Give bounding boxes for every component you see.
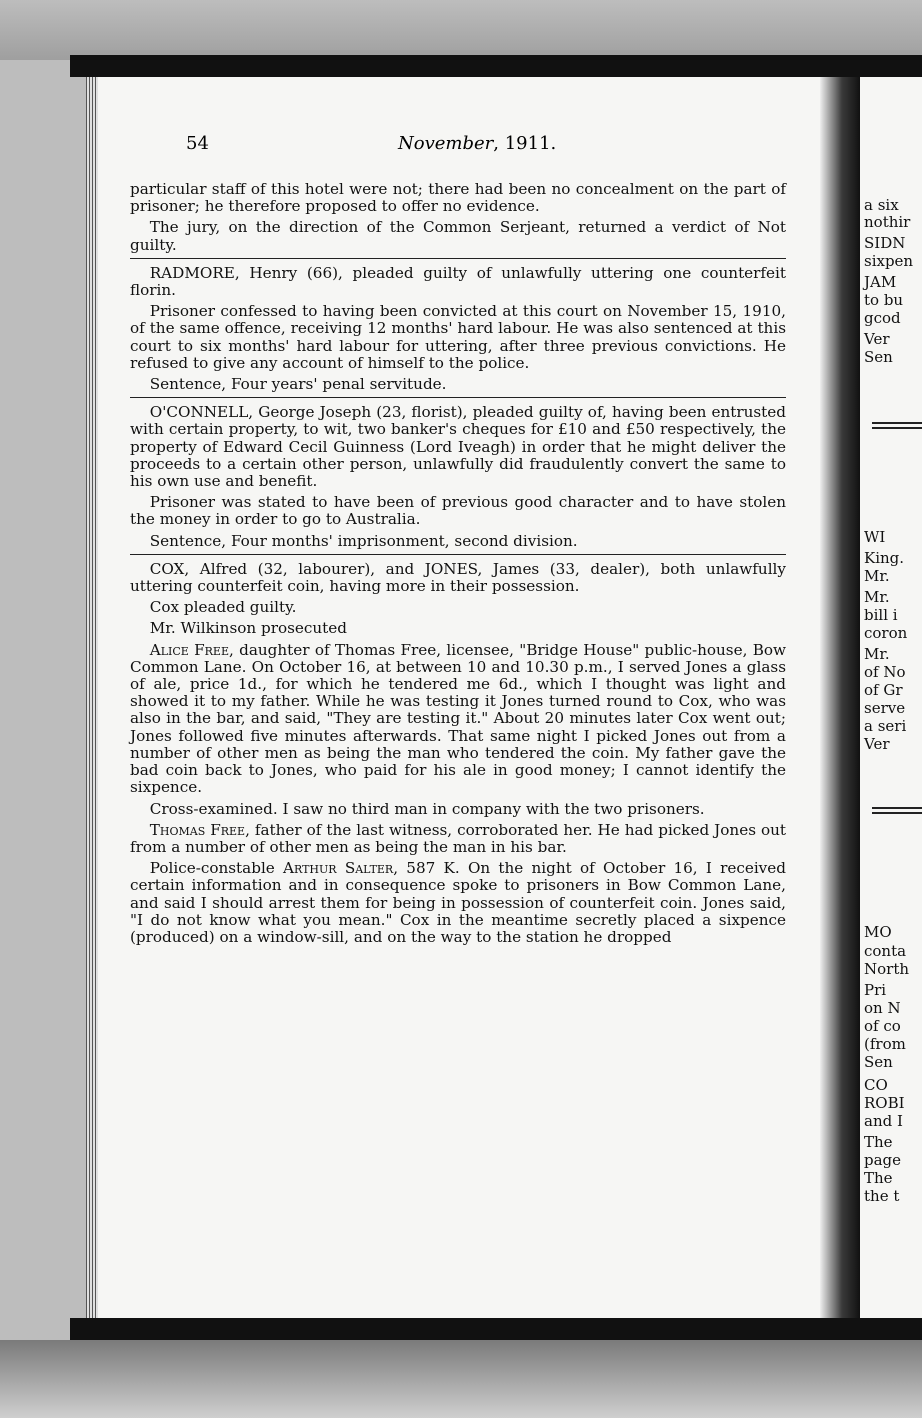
- right-page-line: CO: [864, 1076, 888, 1094]
- right-page-line: King.: [864, 549, 905, 567]
- paragraph: [130, 801, 786, 818]
- right-page-rule: [872, 427, 922, 429]
- paragraph-text: Mr. Wilkinson prosecuted: [149, 619, 348, 638]
- paragraph-text: Sentence, Four months' imprisonment, second division.: [149, 531, 578, 550]
- witness-name: Alice Free: [149, 640, 229, 659]
- right-page-line: nothir: [864, 213, 911, 231]
- heading-month: November: [398, 133, 494, 154]
- right-page-line: Sen: [864, 348, 893, 366]
- right-page-line: Ver: [864, 330, 890, 348]
- right-page-rule: [872, 807, 922, 809]
- right-page-line: the t: [864, 1187, 900, 1205]
- book-binding: [0, 60, 100, 1350]
- paragraph-text: , 587 K. On the night of October 16, I received certain information and in consequence spoke to prisoners in Bow Common Lane, and said I should arrest them for being in possession of counterfeit coin. Jones said, "I do not know what you mean." Cox in the meantime secretly placed a sixpence (produced) on a window-sill, and on the way to the station he dropped: [130, 859, 786, 946]
- right-page-line: MO: [864, 923, 892, 941]
- paragraph-text: particular staff of this hotel were not; there had been no concealment on the part of prisoner; he therefore proposed to offer no evidence.: [130, 180, 786, 216]
- paragraph: [130, 265, 786, 299]
- right-page-line: gcod: [864, 309, 901, 327]
- right-page-line: bill i: [864, 606, 898, 624]
- right-page-line: of Gr: [864, 681, 903, 699]
- right-page-line: The: [864, 1133, 893, 1151]
- paragraph-text: RADMORE, Henry (66), pleaded guilty of unlawfully uttering one counterfeit florin.: [130, 263, 786, 300]
- right-page-line: a six: [864, 196, 899, 214]
- right-page-line: serve: [864, 699, 906, 717]
- right-page-line: coron: [864, 624, 908, 642]
- paragraph: [130, 181, 786, 215]
- scan-background-bottom: [0, 1340, 922, 1418]
- paragraph: [130, 620, 786, 637]
- right-page-line: of co: [864, 1017, 901, 1035]
- paragraph-text: COX, Alfred (32, labourer), and JONES, James (33, dealer), both unlawfully uttering counterfeit coin, having more in their possession.: [130, 559, 786, 596]
- right-page-line: Mr.: [864, 588, 890, 606]
- paragraph: [130, 642, 786, 797]
- paragraph: [130, 561, 786, 595]
- right-page-line: a seri: [864, 717, 907, 735]
- paragraph-text: Sentence, Four years' penal servitude.: [149, 375, 447, 394]
- paragraph-text: Cross-examined. I saw no third man in company with the two prisoners.: [149, 799, 705, 818]
- paragraph: [130, 303, 786, 372]
- running-header: [186, 133, 796, 159]
- right-page-line: ROBI: [864, 1094, 905, 1112]
- paragraph: [130, 376, 786, 393]
- right-page-line: of No: [864, 663, 906, 681]
- left-page: [98, 77, 822, 1318]
- paragraph-text: The jury, on the direction of the Common Serjeant, returned a verdict of Not guilty.: [130, 218, 786, 254]
- page-number: 54: [186, 133, 209, 154]
- page-body: [130, 181, 786, 950]
- right-page-line: The: [864, 1169, 893, 1187]
- right-page-line: WI: [864, 528, 886, 546]
- right-page-line: Sen: [864, 1053, 893, 1071]
- page-heading: [398, 133, 556, 154]
- book-gutter: [820, 77, 860, 1318]
- right-page-line: conta: [864, 942, 907, 960]
- right-page-line: Mr.: [864, 567, 890, 585]
- paragraph: [130, 494, 786, 528]
- right-page-line: Mr.: [864, 645, 890, 663]
- right-page-line: Ver: [864, 735, 890, 753]
- witness-name: Thomas Free: [149, 820, 246, 839]
- paragraph-prefix: Police-constable: [149, 859, 284, 878]
- paragraph: [130, 219, 786, 253]
- heading-year: , 1911.: [493, 133, 557, 154]
- right-page-line: on N: [864, 999, 901, 1017]
- right-page-line: Pri: [864, 981, 887, 999]
- paragraph: [130, 404, 786, 490]
- section-rule: [130, 554, 786, 555]
- right-page-line: and I: [864, 1112, 903, 1130]
- paragraph: [130, 599, 786, 616]
- right-page-fragment: [860, 77, 922, 1318]
- paragraph-text: , father of the last witness, corroborated her. He had picked Jones out from a number of other men as being the man in his bar.: [130, 820, 786, 856]
- paragraph-text: Prisoner confessed to having been convicted at this court on November 15, 1910, of the same offence, receiving 12 months' hard labour. He was also sentenced at this court to six months' hard labour for uttering, after three previous convictions. He refused to give any account of himself to the police.: [130, 302, 786, 372]
- right-page-line: (from: [864, 1035, 906, 1053]
- right-page-rule: [872, 812, 922, 814]
- right-page-line: to bu: [864, 291, 904, 309]
- right-page-line: page: [864, 1151, 902, 1169]
- right-page-line: North: [864, 960, 910, 978]
- right-page-line: sixpen: [864, 252, 914, 270]
- paragraph: [130, 822, 786, 856]
- section-rule: [130, 258, 786, 259]
- paragraph: [130, 533, 786, 550]
- right-page-line: JAM: [864, 273, 897, 291]
- section-rule: [130, 397, 786, 398]
- paragraph-text: Cox pleaded guilty.: [149, 598, 297, 617]
- paragraph: [130, 860, 786, 946]
- paragraph-text: Prisoner was stated to have been of previous good character and to have stolen the money in order to go to Australia.: [130, 493, 786, 529]
- right-page-rule: [872, 422, 922, 424]
- scan-frame-top: [70, 55, 922, 77]
- paragraph-text: O'CONNELL, George Joseph (23, florist), pleaded guilty of, having been entrusted with certain property, to wit, two banker's cheques for £10 and £50 respectively, the property of Edward Cecil Guinness (Lord Iveagh) in order that he might deliver the proceeds to a certain other person, unlawfully did fraudulently convert the same to his own use and benefit.: [130, 403, 786, 491]
- paragraph-text: , daughter of Thomas Free, licensee, "Bridge House" public-house, Bow Common Lane. On October 16, at between 10 and 10.30 p.m., I served Jones a glass of ale, price 1d., for which he tendered me 6d., which I thought was light and showed it to my father. While he was testing it Jones turned round to Cox, who was also in the bar, and said, "They are testing it." About 20 minutes later Cox went out; Jones followed five minutes afterwards. That same night I picked Jones out from a number of other men as being the man who tendered the coin. My father gave the bad coin back to Jones, who paid for his ale in good money; I cannot identify the sixpence.: [130, 640, 786, 797]
- right-page-line: SIDN: [864, 234, 906, 252]
- witness-name: Arthur Salter: [283, 859, 394, 878]
